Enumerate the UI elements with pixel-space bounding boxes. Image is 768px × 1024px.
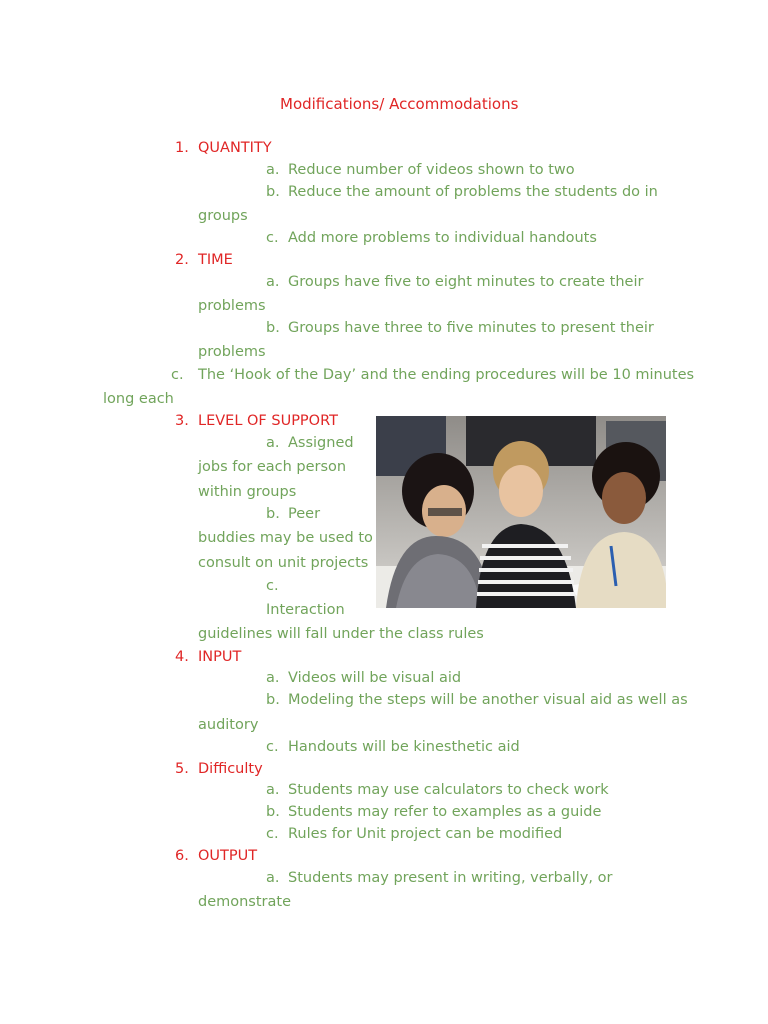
item-text: Students may use calculators to check work — [288, 782, 609, 798]
item-continuation: groups — [198, 208, 248, 224]
item-marker: c. — [171, 367, 184, 383]
page-title: Modifications/ Accommodations — [280, 95, 519, 113]
item-continuation: demonstrate — [198, 894, 292, 910]
item-continuation: consult on unit projects — [198, 555, 369, 571]
item-marker: b. — [266, 184, 280, 200]
section-number: 2. — [175, 252, 189, 268]
item-marker: a. — [266, 435, 280, 451]
item-continuation: problems — [198, 298, 266, 314]
item-text: Videos will be visual aid — [288, 670, 462, 686]
item-continuation: guidelines will fall under the class rules — [198, 626, 484, 642]
item-continuation: auditory — [198, 717, 259, 733]
item-text: Handouts will be kinesthetic aid — [288, 739, 520, 755]
section-number: 6. — [175, 848, 189, 864]
item-marker: c. — [266, 578, 279, 594]
item-continuation: problems — [198, 344, 266, 360]
section-number: 5. — [175, 761, 189, 777]
item-text: Assigned — [288, 435, 354, 451]
item-marker: b. — [266, 320, 280, 336]
item-marker: a. — [266, 274, 280, 290]
item-marker: c. — [266, 826, 279, 842]
section-number: 3. — [175, 413, 189, 429]
item-text: Students may present in writing, verbally, or — [288, 870, 613, 886]
item-marker: b. — [266, 804, 280, 820]
section-heading-level-of-support: LEVEL OF SUPPORT — [198, 413, 338, 429]
section-heading-difficulty: Difficulty — [198, 761, 263, 777]
item-continuation: buddies may be used to — [198, 530, 373, 546]
item-continuation: within groups — [198, 484, 297, 500]
section-heading-output: OUTPUT — [198, 848, 258, 864]
item-marker: a. — [266, 670, 280, 686]
item-text: The ‘Hook of the Day’ and the ending procedures will be 10 minutes — [198, 367, 695, 383]
item-text: Groups have three to five minutes to present their — [288, 320, 654, 336]
students-photo-icon — [376, 416, 666, 608]
item-text: Groups have five to eight minutes to create their — [288, 274, 644, 290]
item-marker: b. — [266, 506, 280, 522]
section-number: 1. — [175, 140, 189, 156]
item-text: Rules for Unit project can be modified — [288, 826, 563, 842]
section-number: 4. — [175, 649, 189, 665]
item-continuation: jobs for each person — [198, 459, 347, 475]
item-marker: a. — [266, 162, 280, 178]
item-text: Modeling the steps will be another visual aid as well as — [288, 692, 688, 708]
item-marker: a. — [266, 782, 280, 798]
students-photo — [376, 416, 666, 608]
item-text: Peer — [288, 506, 321, 522]
item-marker: a. — [266, 870, 280, 886]
item-marker: c. — [266, 230, 279, 246]
item-text: Add more problems to individual handouts — [288, 230, 597, 246]
item-marker: c. — [266, 739, 279, 755]
item-text: Reduce number of videos shown to two — [288, 162, 575, 178]
item-text: Students may refer to examples as a guide — [288, 804, 602, 820]
section-heading-input: INPUT — [198, 649, 242, 665]
section-heading-time: TIME — [198, 252, 233, 268]
section-heading-quantity: QUANTITY — [198, 140, 272, 156]
item-text: Reduce the amount of problems the students do in — [288, 184, 658, 200]
item-text: Interaction — [266, 602, 345, 618]
item-continuation: long each — [103, 391, 174, 407]
item-marker: b. — [266, 692, 280, 708]
